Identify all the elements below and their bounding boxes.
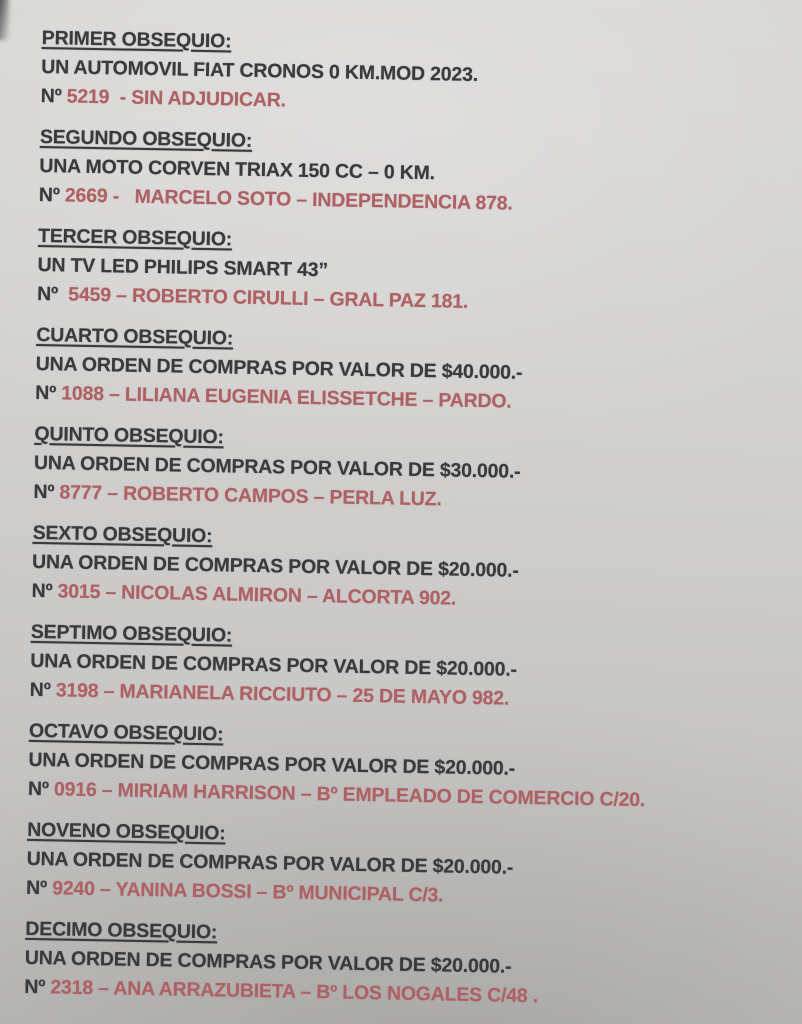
prize-section: [31, 519, 732, 619]
prize-description: UN AUTOMOVIL FIAT CRONOS 0 KM.MOD 2023.: [41, 55, 479, 86]
section-heading: QUINTO OBSEQUIO:: [34, 422, 224, 449]
prize-description: UN TV LED PHILIPS SMART 43”: [37, 253, 329, 282]
prize-section: [37, 222, 738, 322]
photo-corner-shadow: [0, 0, 9, 40]
winner-text: 5459 – ROBERTO CIRULLI – GRAL PAZ 181.: [57, 283, 469, 313]
section-heading: OCTAVO OBSEQUIO:: [28, 719, 224, 746]
section-heading: SEPTIMO OBSEQUIO:: [30, 620, 233, 647]
ticket-number-prefix: Nº: [38, 183, 60, 207]
prize-description: UNA MOTO CORVEN TRIAX 150 CC – 0 KM.: [39, 154, 436, 185]
prize-description: UNA ORDEN DE COMPRAS POR VALOR DE $20.000.-: [31, 550, 519, 582]
prize-section: [24, 915, 725, 1015]
winner-text: 8777 – ROBERTO CAMPOS – PERLA LUZ.: [54, 481, 442, 511]
prize-description: UNA ORDEN DE COMPRAS POR VALOR DE $20.000.-: [28, 748, 516, 780]
prize-description: UNA ORDEN DE COMPRAS POR VALOR DE $20.000.-: [26, 847, 514, 879]
ticket-number-prefix: Nº: [24, 975, 46, 999]
winner-text: 3198 – MARIANELA RICCIUTO – 25 DE MAYO 982.: [50, 679, 510, 710]
winner-text: 5219 - SIN ADJUDICAR.: [61, 85, 287, 112]
ticket-number-prefix: Nº: [40, 84, 62, 108]
ticket-number-prefix: Nº: [33, 480, 55, 504]
prize-section: [40, 24, 741, 124]
section-heading: SEXTO OBSEQUIO:: [32, 521, 213, 548]
section-heading: CUARTO OBSEQUIO:: [36, 323, 234, 350]
section-heading: NOVENO OBSEQUIO:: [27, 818, 226, 845]
winner-text: 9240 – YANINA BOSSI – Bº MUNICIPAL C/3.: [46, 877, 444, 907]
winner-text: 2318 – ANA ARRAZUBIETA – Bº LOS NOGALES C/48 .: [44, 976, 539, 1008]
prize-section: [26, 816, 727, 916]
ticket-number-prefix: Nº: [29, 678, 51, 702]
prize-section: [39, 123, 740, 223]
prize-description: UNA ORDEN DE COMPRAS POR VALOR DE $30.000.-: [33, 451, 521, 483]
section-heading: DECIMO OBSEQUIO:: [25, 917, 218, 944]
prize-description: UNA ORDEN DE COMPRAS POR VALOR DE $40.000.-: [35, 352, 523, 384]
ticket-number-prefix: Nº: [36, 282, 59, 306]
prize-section: [33, 420, 734, 520]
ticket-number-prefix: Nº: [35, 381, 57, 405]
prize-section: [28, 717, 729, 817]
prize-section: [35, 321, 736, 421]
prize-section: [30, 618, 731, 718]
prize-description: UNA ORDEN DE COMPRAS POR VALOR DE $20.000.-: [24, 946, 512, 978]
ticket-number-prefix: Nº: [27, 777, 49, 801]
winner-text: 3015 – NICOLAS ALMIRON – ALCORTA 902.: [52, 580, 457, 610]
section-heading: PRIMER OBSEQUIO:: [41, 26, 232, 53]
section-heading: SEGUNDO OBSEQUIO:: [39, 125, 253, 152]
winner-text: 2669 - MARCELO SOTO – INDEPENDENCIA 878.: [59, 184, 513, 215]
winner-text: 0916 – MIRIAM HARRISON – Bº EMPLEADO DE COMERCIO C/20.: [48, 778, 646, 812]
winner-text: 1088 – LILIANA EUGENIA ELISSETCHE – PARDO.: [55, 382, 512, 413]
ticket-number-prefix: Nº: [31, 579, 53, 603]
prize-description: UNA ORDEN DE COMPRAS POR VALOR DE $20.000.-: [30, 649, 518, 681]
section-heading: TERCER OBSEQUIO:: [37, 224, 233, 251]
sections-list: [24, 24, 742, 1024]
ticket-number-prefix: Nº: [25, 876, 48, 900]
